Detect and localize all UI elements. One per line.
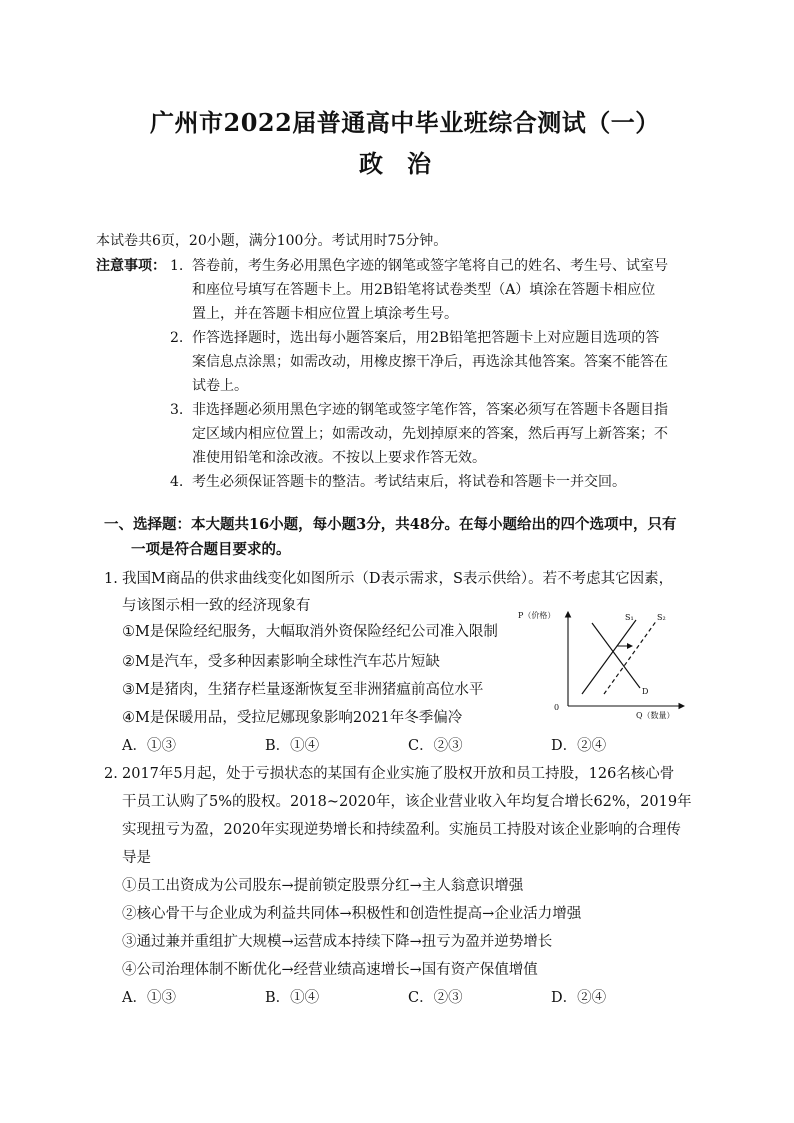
- q1-option-2: ②M是汽车，受多种因素影响全球性汽车芯片短缺: [122, 654, 440, 670]
- notice-item-4-num: 4.: [170, 474, 184, 490]
- notice-item-3-line: 定区域内相应位置上；如需改动，先划掉原来的答案，然后再写上新答案；不: [192, 426, 668, 442]
- notice-item-3-line: 准使用铅笔和涂改液。不按以上要求作答无效。: [192, 450, 486, 466]
- q1-stem-line: 与该图示相一致的经济现象有: [122, 598, 311, 614]
- q1-option-3: ③M是猪肉，生猪存栏量逐渐恢复至非洲猪瘟前高位水平: [122, 682, 484, 698]
- q2-option-2: ②核心骨干与企业成为利益共同体→积极性和创造性提高→企业活力增强: [122, 906, 582, 922]
- q2-stem-line: 导是: [122, 850, 151, 866]
- q1-number: 1.: [104, 571, 118, 587]
- q2-stem-line: 实现扭亏为盈，2020年实现逆势增长和持续盈利。实施员工持股对该企业影响的合理传: [122, 822, 681, 838]
- supply-curve-s1: [582, 620, 636, 694]
- q2-choice-c: C．②③: [408, 990, 463, 1006]
- notice-item-2-line: 试卷上。: [192, 378, 248, 394]
- s1-label: S₁: [625, 613, 634, 622]
- exam-intro: 本试卷共6页，20小题，满分100分。考试用时75分钟。: [96, 233, 448, 249]
- q2-choice-d: D．②④: [551, 990, 607, 1006]
- q2-choice-a: A．①③: [122, 990, 176, 1006]
- x-axis-label: Q（数量）: [636, 711, 675, 720]
- q1-choice-b: B．①④: [265, 738, 320, 754]
- q1-choice-a: A．①③: [122, 738, 176, 754]
- notice-item-3-num: 3.: [170, 402, 184, 418]
- supply-curve-s2: [604, 620, 657, 694]
- notice-item-2-line: 作答选择题时，选出每小题答案后，用2B铅笔把答题卡上对应题目选项的答: [192, 330, 660, 346]
- demand-curve: [592, 623, 640, 688]
- q2-stem-line: 干员工认购了5%的股权。2018~2020年，该企业营业收入年均复合增长62%，2019年: [122, 794, 692, 810]
- q2-choice-b: B．①④: [265, 990, 320, 1006]
- supply-demand-graph: [512, 606, 692, 724]
- q1-option-4: ④M是保暖用品，受拉尼娜现象影响2021年冬季偏冷: [122, 710, 463, 726]
- notice-item-1-line: 置上，并在答题卡相应位置上填涂考生号。: [192, 306, 458, 322]
- notice-item-1-line: 答卷前，考生务必用黑色字迹的钢笔或签字笔将自己的姓名、考生号、试室号: [192, 258, 668, 274]
- q1-choice-d: D．②④: [551, 738, 607, 754]
- s2-label: S₂: [657, 613, 666, 622]
- q1-option-1: ①M是保险经纪服务，大幅取消外资保险经纪公司准入限制: [122, 624, 498, 640]
- section-heading: 一、选择题：本大题共16小题，每小题3分，共48分。在每小题给出的四个选项中，只有: [104, 516, 677, 533]
- q2-option-3: ③通过兼并重组扩大规模→运营成本持续下降→扭亏为盈并逆势增长: [122, 934, 553, 950]
- exam-title: 广州市2022届普通高中毕业班综合测试（一）: [150, 108, 660, 137]
- notice-item-2-line: 案信息点涂黑；如需改动，用橡皮擦干净后，再选涂其他答案。答案不能答在: [192, 354, 668, 370]
- notice-item-3-line: 非选择题必须用黑色字迹的钢笔或签字笔作答，答案必须写在答题卡各题目指: [192, 402, 668, 418]
- q1-choice-c: C．②③: [408, 738, 463, 754]
- notice-label: 注意事项：: [96, 258, 166, 274]
- q2-number: 2.: [104, 766, 118, 782]
- q2-option-4: ④公司治理体制不断优化→经营业绩高速增长→国有资产保值增值: [122, 962, 538, 978]
- origin-label: 0: [554, 703, 560, 712]
- y-axis-label: P（价格）: [518, 611, 556, 620]
- q2-option-1: ①员工出资成为公司股东→提前锁定股票分红→主人翁意识增强: [122, 878, 524, 894]
- section-heading-cont: 一项是符合题目要求的。: [131, 541, 291, 558]
- subject-title: 政 治: [359, 149, 431, 178]
- notice-item-4-line: 考生必须保证答题卡的整洁。考试结束后，将试卷和答题卡一并交回。: [192, 474, 626, 490]
- notice-item-2-num: 2.: [170, 330, 184, 346]
- q1-stem-line: 我国M商品的供求曲线变化如图所示（D表示需求，S表示供给）。若不考虑其它因素，: [122, 571, 674, 587]
- q2-stem-line: 2017年5月起，处于亏损状态的某国有企业实施了股权开放和员工持股，126名核心骨: [122, 766, 675, 782]
- notice-item-1-num: 1.: [170, 258, 184, 274]
- d-label: D: [642, 687, 649, 696]
- notice-item-1-line: 和座位号填写在答题卡上。用2B铅笔将试卷类型（A）填涂在答题卡相应位: [192, 282, 656, 298]
